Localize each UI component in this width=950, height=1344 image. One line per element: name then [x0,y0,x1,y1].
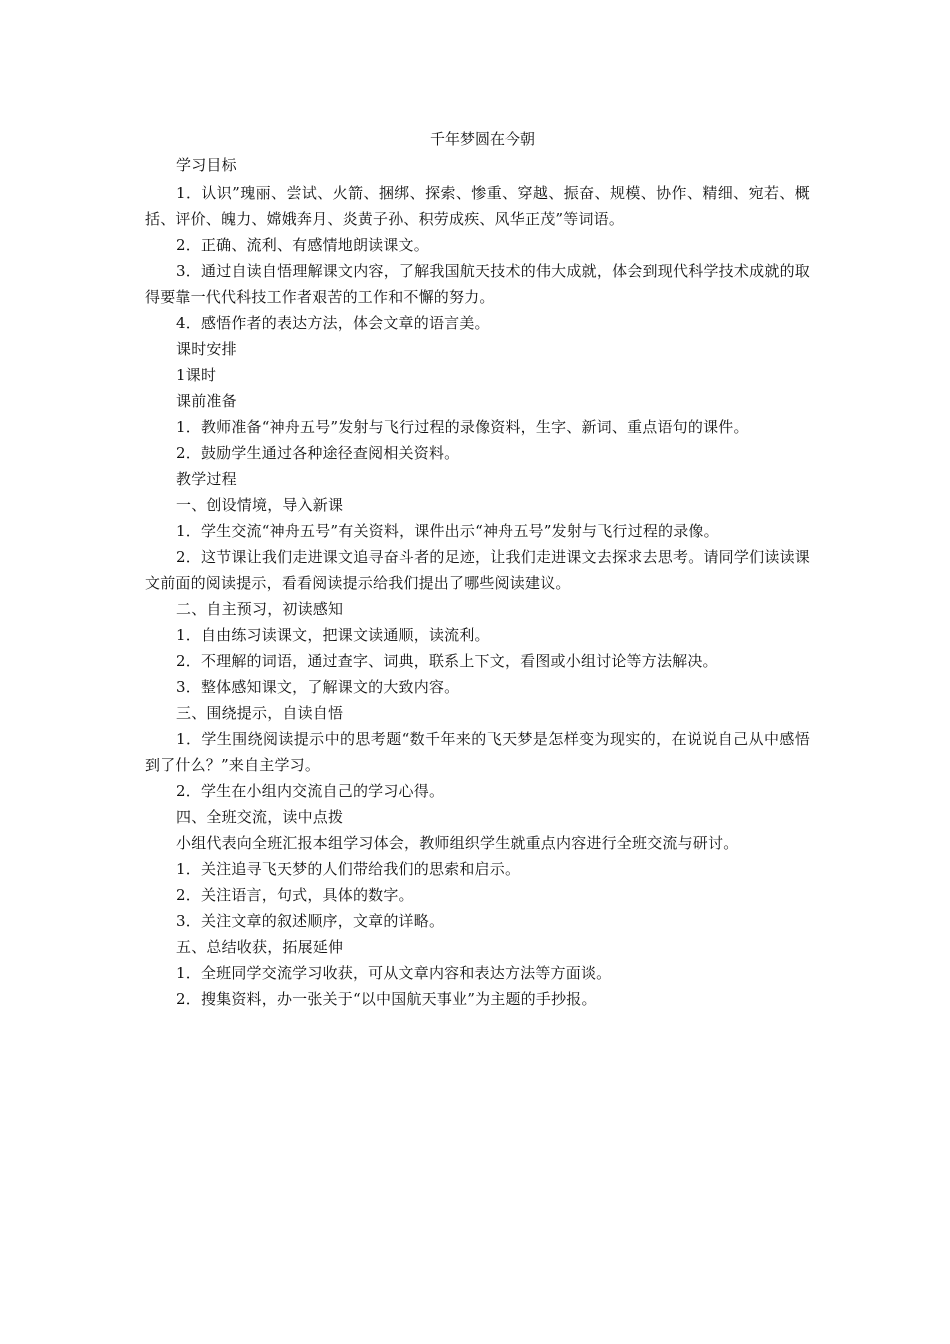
process-step-2-item-1: 1．自由练习读课文，把课文读通顺，读流利。 [176,626,490,644]
section-heading-objectives: 学习目标 [176,156,237,174]
process-step-2-item-2: 2．不理解的词语，通过查字、词典，联系上下文，看图或小组讨论等方法解决。 [176,652,718,670]
document-title: 千年梦圆在今朝 [429,130,535,148]
section-heading-schedule: 课时安排 [176,340,237,358]
process-step-3-item-1: 1．学生围绕阅读提示中的思考题“数千年来的飞天梦是怎样变为现实的，在说说自己从中感悟到了什么？”来自主学习。 [145,730,810,774]
process-step-2-item-3: 3．整体感知课文，了解课文的大致内容。 [176,678,460,696]
process-step-4-item-3: 3．关注文章的叙述顺序，文章的详略。 [176,912,445,930]
process-step-4-heading: 四、全班交流，读中点拨 [176,808,344,826]
process-step-1-item-1: 1．学生交流“神舟五号”有关资料，课件出示“神舟五号”发射与飞行过程的录像。 [176,522,719,540]
schedule-value: 1课时 [176,366,217,384]
process-step-5-item-2: 2．搜集资料，办一张关于“以中国航天事业”为主题的手抄报。 [176,990,597,1008]
process-step-4-intro: 小组代表向全班汇报本组学习体会，教师组织学生就重点内容进行全班交流与研讨。 [176,834,739,852]
objective-4: 4．感悟作者的表达方法，体会文章的语言美。 [176,314,490,332]
process-step-5-heading: 五、总结收获，拓展延伸 [176,938,344,956]
preparation-1: 1．教师准备“神舟五号”发射与飞行过程的录像资料，生字、新词、重点语句的课件。 [176,418,749,436]
process-step-4-item-1: 1．关注追寻飞天梦的人们带给我们的思索和启示。 [176,860,521,878]
process-step-1-item-2: 2．这节课让我们走进课文追寻奋斗者的足迹，让我们走进课文去探求去思考。请同学们读读课文前面的阅读提示，看看阅读提示给我们提出了哪些阅读建议。 [145,548,810,592]
section-heading-process: 教学过程 [176,470,237,488]
objective-2: 2．正确、流利、有感情地朗读课文。 [176,236,429,254]
objective-3: 3．通过自读自悟理解课文内容，了解我国航天技术的伟大成就，体会到现代科学技术成就的取得要靠一代代科技工作者艰苦的工作和不懈的努力。 [145,262,810,306]
preparation-2: 2．鼓励学生通过各种途径查阅相关资料。 [176,444,460,462]
process-step-3-heading: 三、围绕提示，自读自悟 [176,704,344,722]
objective-1: 1．认识”瑰丽、尝试、火箭、捆绑、探索、惨重、穿越、振奋、规模、协作、精细、宛若、概括、评价、魄力、嫦娥奔月、炎黄子孙、积劳成疾、风华正茂”等词语。 [145,184,810,228]
process-step-1-heading: 一、创设情境，导入新课 [176,496,344,514]
process-step-4-item-2: 2．关注语言，句式，具体的数字。 [176,886,414,904]
process-step-2-heading: 二、自主预习，初读感知 [176,600,344,618]
section-heading-preparation: 课前准备 [176,392,237,410]
process-step-3-item-2: 2．学生在小组内交流自己的学习心得。 [176,782,445,800]
process-step-5-item-1: 1．全班同学交流学习收获，可从文章内容和表达方法等方面谈。 [176,964,612,982]
